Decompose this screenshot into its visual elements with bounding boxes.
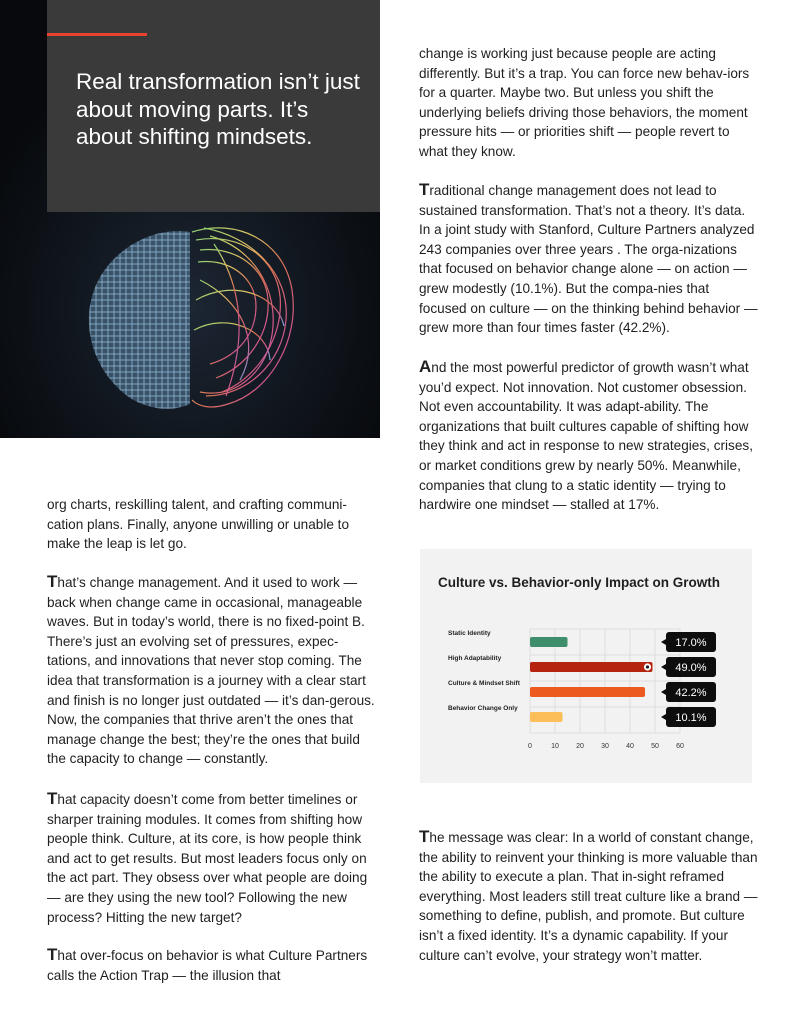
category-label: Behavior Change Only — [448, 705, 518, 712]
bar — [530, 712, 563, 722]
pull-quote-box — [47, 0, 380, 212]
data-label: 10.1% — [675, 712, 707, 724]
callout-pointer — [661, 639, 666, 645]
dropcap: A — [419, 357, 432, 376]
right-paragraph-1: change is working just because people are acting differently. But it’s a trap. You can force new behav-iors for a quarter. Maybe two. But unless you shift the underlying beliefs driving those behaviors, the moment pressure hits — or priorities shift — people revert to what they know. — [419, 46, 750, 159]
callout-pointer — [661, 689, 666, 695]
left-paragraph-1: org charts, reskilling talent, and crafting communi-cation plans. Finally, anyone unwilling or unable to make the leap is let go. — [47, 497, 350, 552]
left-paragraph-4: That over-focus on behavior is what Culture Partners calls the Action Trap — the illusion that — [47, 945, 368, 983]
data-label: 42.2% — [675, 687, 707, 699]
x-tick-label: 10 — [551, 743, 559, 750]
right-paragraph-2: Traditional change management does not lead to sustained transformation. That’s not a theory. It’s data. In a joint study with Stanford, Culture Partners analyzed 243 companies over three years . The orga-nizations that focused on behavior change alone — on action — grew modestly (10.1%). But the compa-nies that focused on culture — on the thinking behind behavior — grew more than four times faster (42.2%). — [419, 180, 758, 336]
data-label: 17.0% — [675, 637, 707, 649]
category-label: Culture & Mindset Shift — [448, 680, 520, 687]
left-paragraph-2: That’s change management. And it used to work — back when change came in occasional, manageable waves. But in today’s world, there is no fixed-point B. There’s just an evolving set of pressures, expec-tations, and innovations that never stop coming. The idea that transformation is a journey with a clear start and finish is no longer just outdated — it’s dan-gerous. Now, the companies that thrive aren’t the ones that manage change the best; they’re the ones that build the capacity to change — constantly. — [47, 572, 375, 767]
chart-title: Culture vs. Behavior-only Impact on Growth — [438, 575, 721, 590]
dropcap: T — [47, 789, 58, 808]
growth-bar-chart — [420, 549, 752, 783]
growth-chart-card — [420, 549, 752, 783]
highlight-marker-dot — [646, 665, 649, 668]
dropcap: T — [419, 180, 430, 199]
left-paragraph-3: That capacity doesn’t come from better timelines or sharper training modules. It comes from shifting how people think. Culture, at its core, is how people think and act to get results. But most leaders focus only on the act part. They obsess over what people are doing — are they using the new tool? Following the new process? Hitting the new target? — [47, 789, 368, 925]
x-tick-label: 0 — [528, 743, 532, 750]
accent-bar — [47, 33, 147, 36]
x-tick-label: 30 — [601, 743, 609, 750]
bar — [530, 687, 645, 697]
x-tick-label: 60 — [676, 743, 684, 750]
callout-pointer — [661, 664, 666, 670]
dropcap: T — [419, 827, 430, 846]
bar — [530, 662, 653, 672]
bar — [530, 637, 568, 647]
x-tick-label: 50 — [651, 743, 659, 750]
right-paragraph-3: And the most powerful predictor of growth wasn’t what you’d expect. Not innovation. Not customer obsession. Not even accountability. It was adapt-ability. The organizations that built cultures capable of shifting how they think and act in response to new strategies, crises, or market conditions grew by nearly 50%. Meanwhile, companies that clung to a static identity — trying to hardwire one mindset — stalled at 17%. — [419, 357, 753, 513]
dropcap: T — [47, 572, 58, 591]
x-tick-label: 20 — [576, 743, 584, 750]
right-paragraph-4: The message was clear: In a world of constant change, the ability to reinvent your thinking is more valuable than the ability to execute a plan. That in-sight reframed everything. Most leaders still treat culture like a brand — something to define, publish, and promote. But culture isn’t a fixed identity. It’s a dynamic capability. If your culture can’t evolve, your strategy won’t matter. — [419, 827, 758, 963]
callout-pointer — [661, 714, 666, 720]
dropcap: T — [47, 945, 58, 964]
category-label: High Adaptability — [448, 655, 502, 662]
x-tick-label: 40 — [626, 743, 634, 750]
data-label: 49.0% — [675, 662, 707, 674]
pull-quote: Real transformation isn’t just about moving parts. It’s about shifting mindsets. — [76, 69, 360, 149]
category-label: Static Identity — [448, 630, 491, 637]
